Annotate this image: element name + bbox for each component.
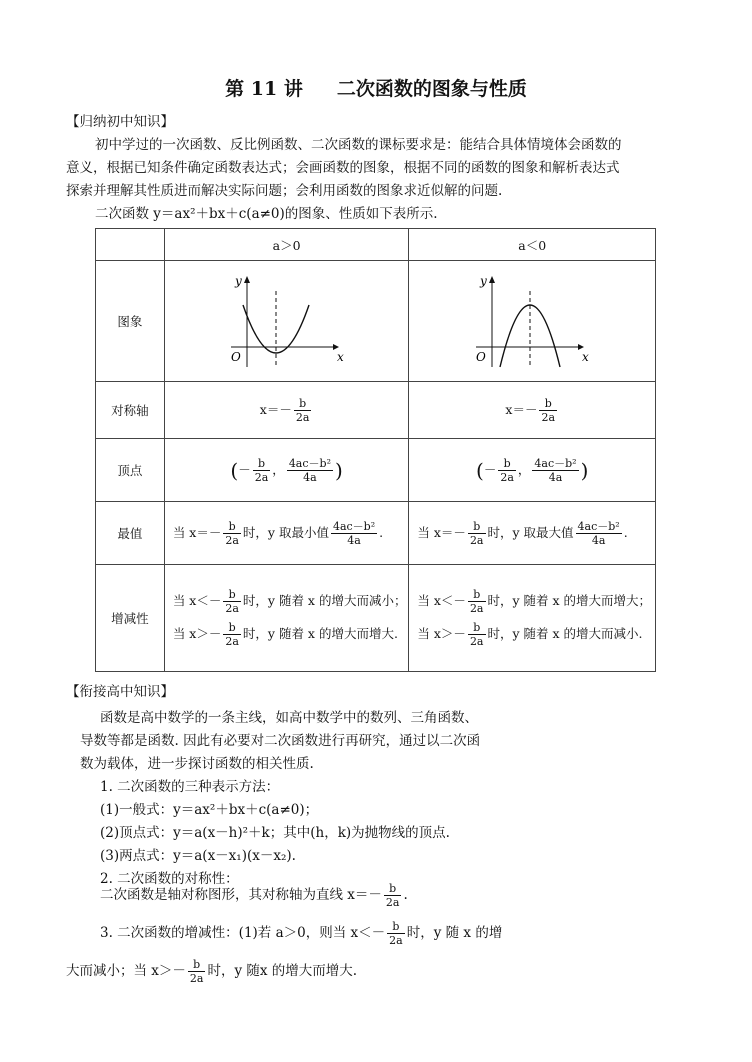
corner-cell: [96, 229, 165, 261]
lecture-number: 第 11 讲: [225, 78, 303, 100]
upward-parabola-graph: [227, 271, 347, 371]
vertex-formula-negative: (－ $\frac{b}{2a}$ ， $\frac{\text{4ac－b²}}{4a}$ ): [409, 439, 656, 502]
axis-formula-negative: x＝－ $\frac{b}{2a}$: [409, 382, 656, 439]
symmetry-statement: 二次函数是轴对称图形，其对称轴为直线 x＝－ $\frac{b}{2a}$ .: [100, 882, 408, 909]
row-label-vertex: 顶点: [96, 439, 165, 502]
origin-label: O: [230, 350, 241, 364]
y-axis-label: y: [480, 274, 487, 288]
x-axis-label: x: [336, 350, 344, 364]
quadratic-properties-table: [95, 228, 656, 672]
page-title: [0, 74, 752, 101]
origin-label: O: [476, 350, 487, 364]
monotonic-statement-line1: 3. 二次函数的增减性：(1)若 a＞0，则当 x＜－ $\frac{b}{2a}$ 时，y 随 x 的增: [100, 920, 503, 947]
paragraph-line: 探索并理解其性质进而解决实际问题；会利用函数的图象求近似解的问题.: [66, 183, 503, 199]
list-item: 1. 二次函数的三种表示方法：: [100, 779, 280, 795]
monotonic-negative: 当 x＜－ $\frac{b}{2a}$ 时，y 随着 x 的增大而增大； 当 x＞－ $\frac{b}{2a}$ 时，y 随着 x 的增大而减小.: [409, 565, 656, 672]
section-heading-senior: 【衔接高中知识】: [66, 684, 174, 700]
x-axis-label: x: [582, 350, 589, 364]
paragraph-line: 意义，根据已知条件确定函数表达式；会画函数的图象，根据不同的函数的图象和解析表达式: [66, 160, 620, 176]
graph-upward-parabola: [164, 261, 409, 382]
row-label-monotonic: 增减性: [96, 565, 165, 672]
header-a-positive: a＞0: [164, 229, 409, 261]
row-label-extreme: 最值: [96, 502, 165, 565]
header-a-negative: a＜0: [409, 229, 656, 261]
axis-formula-positive: x＝－ $\frac{b}{2a}$: [164, 382, 409, 439]
paragraph-line: 导数等都是函数. 因此有必要对二次函数进行再研究，通过以二次函: [80, 733, 481, 749]
table-intro: 二次函数 y＝ax²＋bx＋c(a≠0)的图象、性质如下表所示.: [95, 206, 438, 222]
list-item: 2. 二次函数的对称性：: [100, 871, 239, 887]
list-item: (2)顶点式：y＝a(x－h)²＋k；其中(h，k)为抛物线的顶点.: [100, 825, 450, 841]
extreme-positive: 当 x＝－ $\frac{b}{2a}$ 时，y 取最小值 $\frac{\text{4ac－b²}}{4a}$ .: [164, 502, 409, 565]
section-heading-junior: 【归纳初中知识】: [66, 114, 174, 130]
list-item: (3)两点式：y＝a(x－x₁)(x－x₂).: [100, 848, 296, 864]
extreme-negative: 当 x＝－ $\frac{b}{2a}$ 时，y 取最大值 $\frac{\text{4ac－b²}}{4a}$ .: [409, 502, 656, 565]
row-label-axis: 对称轴: [96, 382, 165, 439]
lecture-topic: 二次函数的图象与性质: [336, 78, 527, 100]
monotonic-positive: 当 x＜－ $\frac{b}{2a}$ 时，y 随着 x 的增大而减小； 当 x＞－ $\frac{b}{2a}$ 时，y 随着 x 的增大而增大.: [164, 565, 409, 672]
list-item: (1)一般式：y＝ax²＋bx＋c(a≠0)；: [100, 802, 319, 818]
row-label-graph: 图象: [96, 261, 165, 382]
graph-downward-parabola: [409, 261, 656, 382]
monotonic-statement-line2: 大而减小；当 x＞－ $\frac{b}{2a}$ 时，y 随x 的增大而增大.: [66, 958, 358, 985]
paragraph-line: 函数是高中数学的一条主线，如高中数学中的数列、三角函数、: [100, 710, 478, 726]
downward-parabola-graph: [472, 271, 592, 371]
vertex-formula-positive: (－ $\frac{b}{2a}$ ， $\frac{\text{4ac－b²}}{4a}$ ): [164, 439, 409, 502]
y-axis-label: y: [234, 274, 242, 288]
paragraph-line: 数为载体，进一步探讨函数的相关性质.: [80, 756, 314, 772]
paragraph-line: 初中学过的一次函数、反比例函数、二次函数的课标要求是：能结合具体情境体会函数的: [95, 137, 622, 153]
